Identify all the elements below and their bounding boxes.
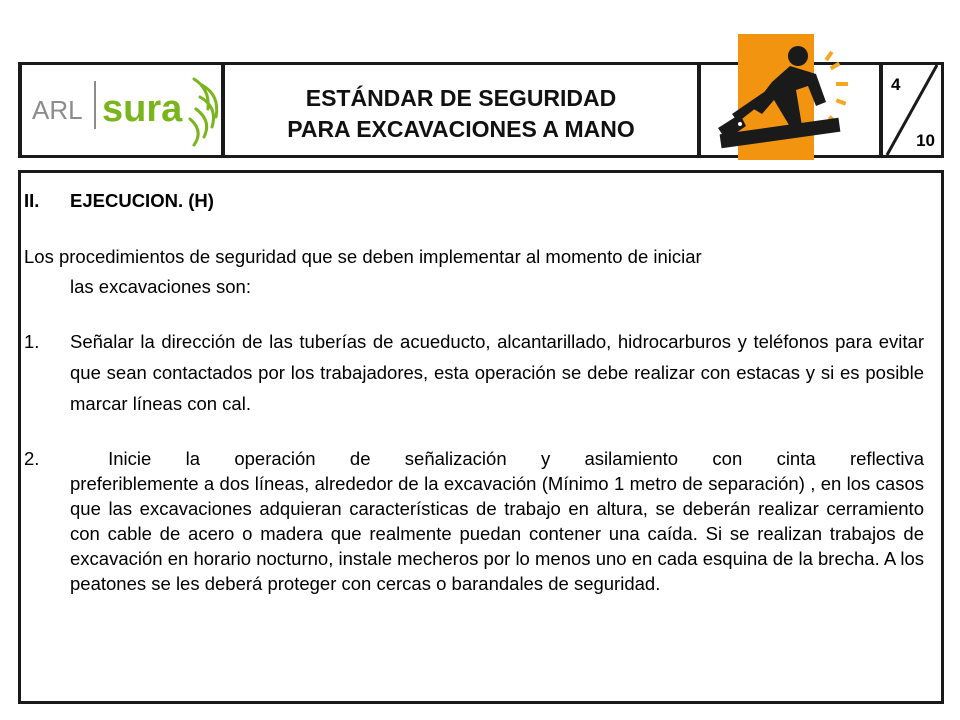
page-current: 4 [891, 75, 901, 94]
list-item [24, 326, 924, 419]
list-item-first-line-text: Inicie la operación de señalización y asilamiento con cinta reflectiva [108, 448, 925, 469]
document-title [225, 83, 697, 145]
intro-line-1: Los procedimientos de seguridad que se deben implementar al momento de iniciar [24, 246, 702, 267]
section-title: EJECUCION. (H) [70, 190, 214, 211]
section-number: II. [24, 190, 40, 211]
list-item-body [24, 446, 925, 596]
page-counter-box [880, 62, 944, 158]
list-item [24, 446, 924, 596]
title-line-2: PARA EXCAVACIONES A MANO [287, 116, 635, 142]
title-box [222, 62, 700, 158]
svg-text:ARL: ARL [32, 95, 83, 125]
section-heading [24, 188, 214, 213]
arl-sura-logo [24, 65, 224, 155]
page-total: 10 [916, 131, 935, 150]
intro-paragraph [24, 242, 924, 302]
list-item-text: Señalar la dirección de las tuberías de acueducto, alcantarillado, hidrocarburos y teléfonos para evitar que sean contactados por los trabajadores, esta operación se debe realizar con estacas y si es posible marcar líneas con cal. [70, 331, 924, 414]
logo-box [18, 62, 224, 158]
list-item-number: 1. [24, 331, 40, 352]
digging-worker-icon [712, 30, 882, 168]
list-item-first-line [24, 446, 924, 471]
intro-line-2: las excavaciones son: [70, 276, 251, 297]
list-item-number: 2. [24, 448, 40, 469]
svg-text:sura: sura [102, 88, 183, 130]
list-item-text: preferiblemente a dos líneas, alrededor de la excavación (Mínimo 1 metro de separación) , en los casos que las excavaciones adquieran características de trabajo en altura, se deberán realizar cerramiento con cable de acero o madera que realmente puedan contener una caída. Si se realizan trabajos de excavación en horario nocturno, instale mecheros por lo menos uno en cada esquina de la brecha. A los peatones se les deberá proteger con cercas o barandales de seguridad. [70, 473, 924, 594]
title-line-1: ESTÁNDAR DE SEGURIDAD [305, 85, 617, 111]
